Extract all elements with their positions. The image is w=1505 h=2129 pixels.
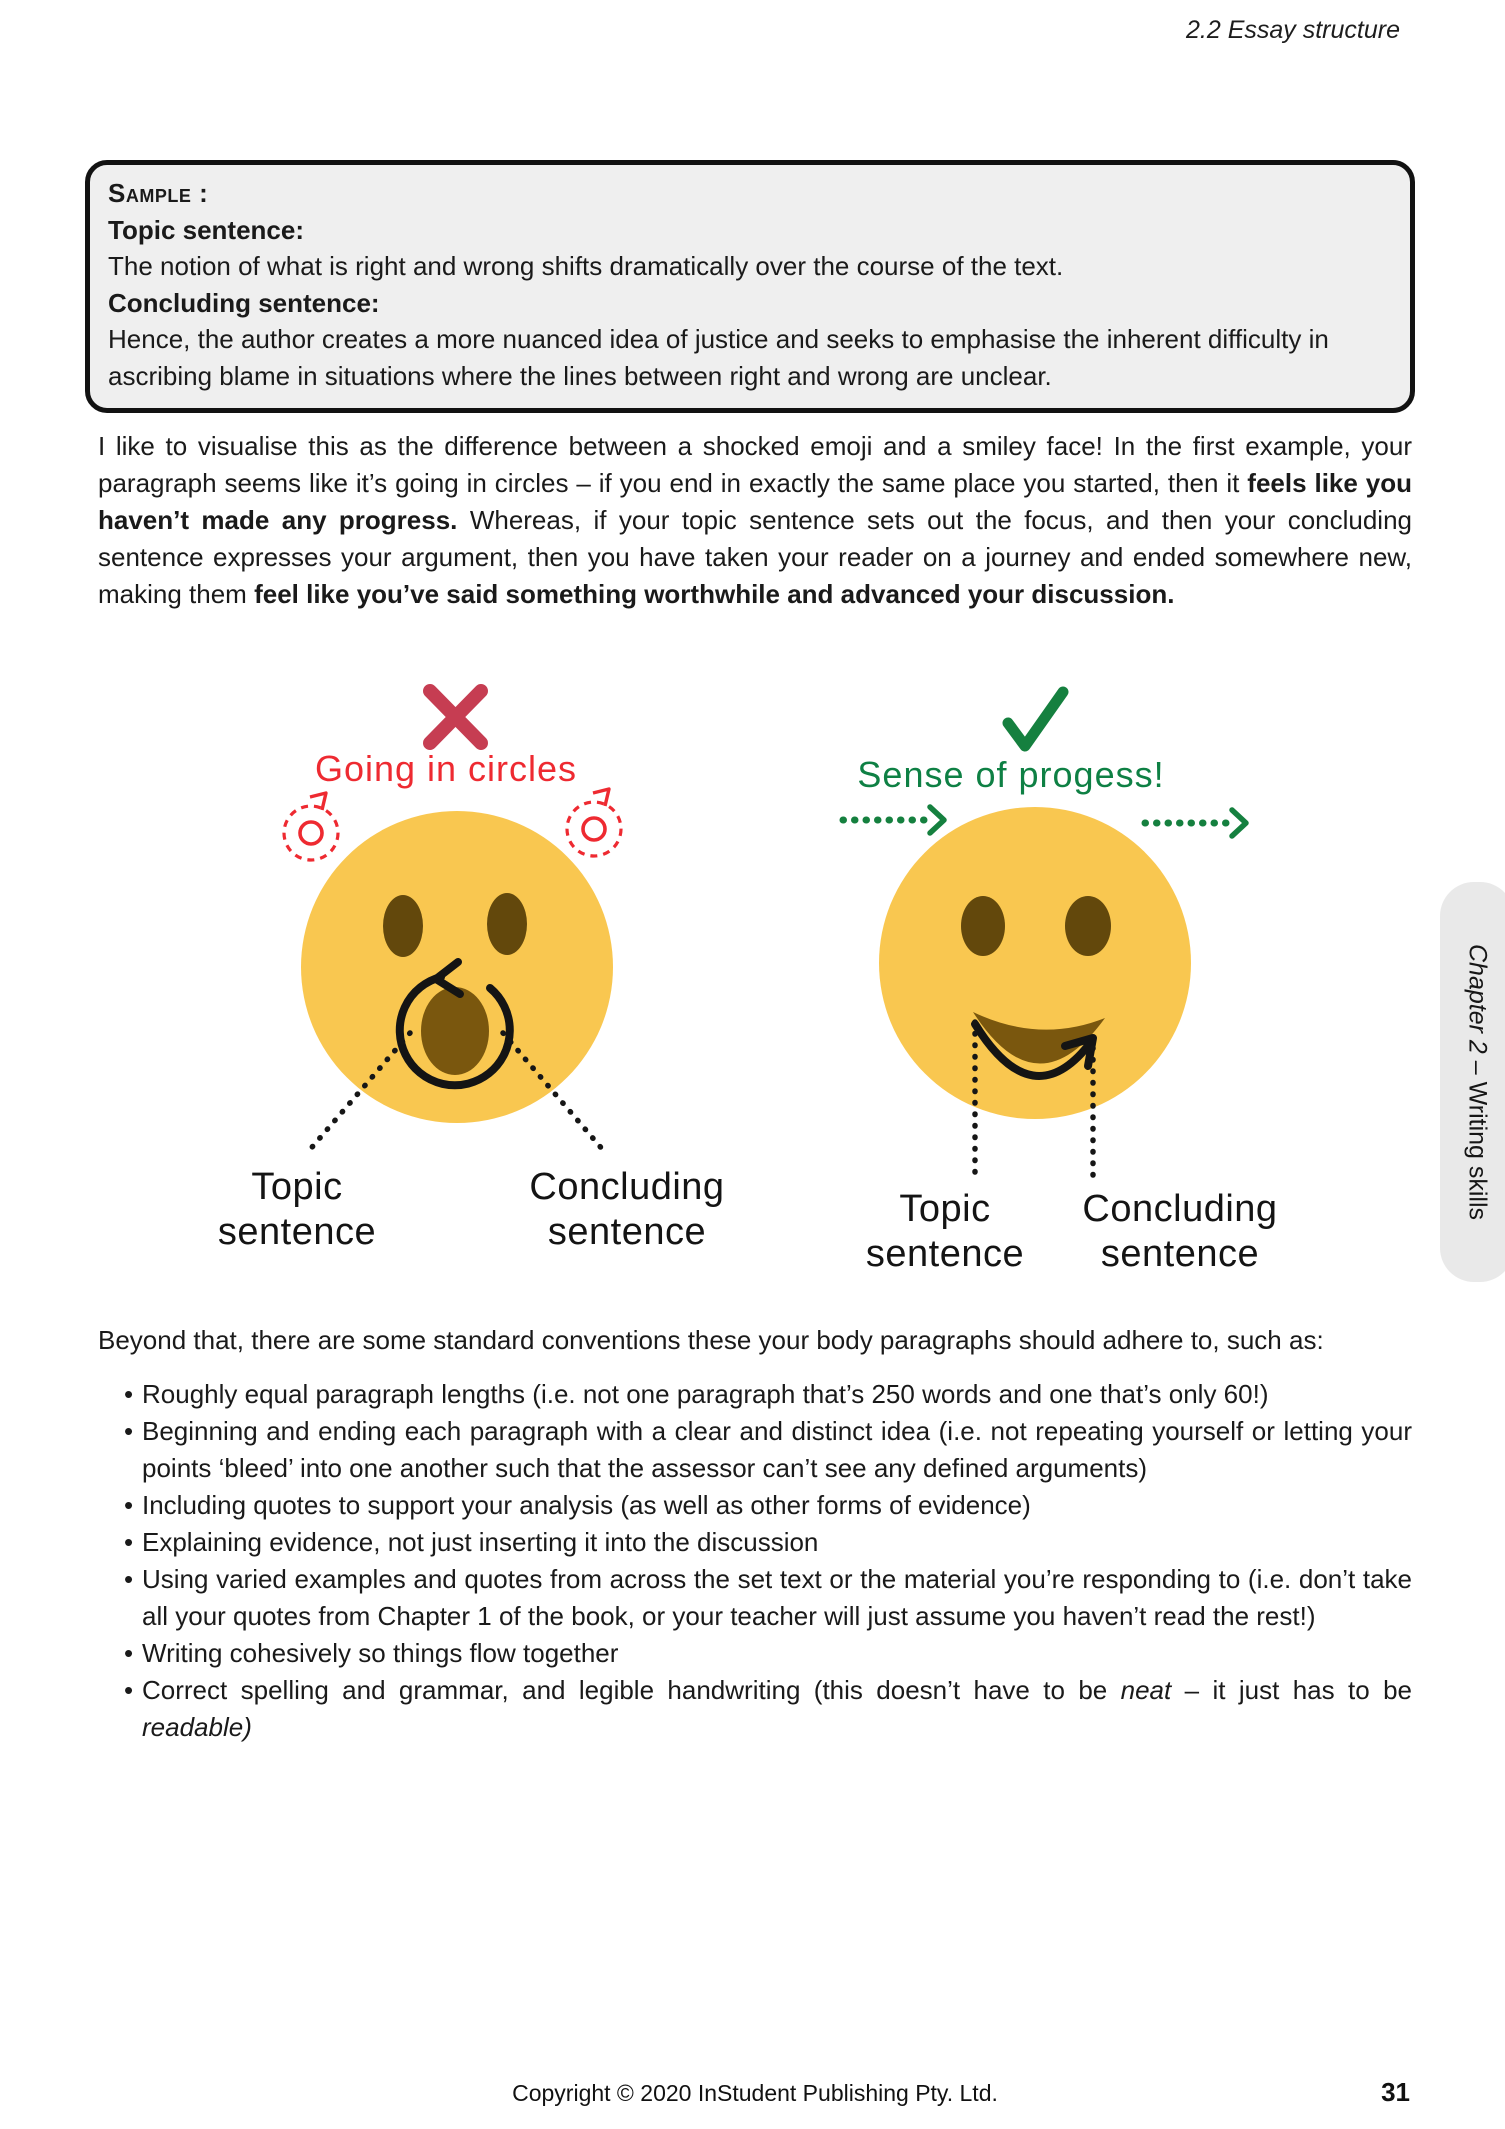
conventions-list [98,1376,1412,1746]
list-item [98,1524,1412,1561]
sample-box-label: Sample : [108,178,209,208]
intro-paragraph [98,428,1412,613]
smiley-emoji-right-eye [1065,896,1111,956]
bullet-text-italic: neat [1120,1675,1172,1705]
list-item [98,1376,1412,1413]
list-item [98,1672,1412,1746]
circling-arrow-doodle-right-icon [567,789,621,856]
shocked-emoji-left-eye [383,895,423,957]
copyright-text: Copyright © 2020 InStudent Publishing Pty. Ltd. [512,2080,998,2106]
progress-arrow-right-icon [1145,810,1246,836]
bullet-icon: • [124,1527,134,1557]
bad-concluding-sentence-label: Concluding sentence [529,1166,725,1253]
topic-sentence-heading: Topic sentence: [108,214,305,245]
bullet-icon: • [124,1490,134,1520]
chapter-tab-text [1463,944,1492,1220]
good-topic-sentence-label: Topic sentence [865,1188,1025,1275]
bullet-text-italic: readable) [142,1712,252,1742]
smiley-emoji-left-eye [961,896,1005,956]
intro-bold-2: feel like you’ve said something worthwhile and advanced your discussion. [254,579,1175,609]
intro-part-1: I like to visualise this as the difference between a shocked emoji and a smiley face! In the first example, your paragraph seems like it’s going in circles – if you end in exactly the same place you started, then it [98,431,1412,498]
bullet-text: Roughly equal paragraph lengths (i.e. not one paragraph that’s 250 words and one that’s only 60!) [142,1379,1269,1409]
bad-topic-sentence-label: Topic sentence [217,1166,377,1253]
bullet-text: Explaining evidence, not just inserting it into the discussion [142,1527,819,1557]
list-item [98,1487,1412,1524]
sample-box [85,160,1415,413]
check-icon [1008,692,1063,746]
bullet-text: Beginning and ending each paragraph with a clear and distinct idea (i.e. not repeating yourself or letting your points ‘bleed’ into one another such that the assessor can’t see any defined arguments) [142,1416,1412,1483]
bullet-text-part: – it just has to be [1171,1675,1412,1705]
emoji-illustration [85,660,1415,1305]
list-item [98,1635,1412,1672]
cross-icon [430,691,481,743]
good-concluding-sentence-label: Concluding sentence [1082,1188,1278,1275]
chapter-tab-section: Writing skills [1463,1081,1492,1221]
conventions-lead: Beyond that, there are some standard conventions these your body paragraphs should adhere to, such as: [98,1325,1324,1355]
page-header: 2.2 Essay structure [1186,16,1400,44]
shocked-emoji-mouth [421,987,489,1075]
intro-bold-1: feels like you haven’t made any progress. [98,468,1412,535]
bullet-text: Using varied examples and quotes from across the set text or the material you’re responding to (i.e. don’t take all your quotes from Chapter 1 of the book, or your teacher will just assume you haven’t read the rest!) [142,1564,1412,1631]
chapter-tab [1440,882,1505,1282]
shocked-emoji-right-eye [487,893,527,955]
concluding-sentence-text: Hence, the author creates a more nuanced idea of justice and seeks to emphasise the inherent difficulty in ascribing blame in situations where the lines between right and wrong are unclear. [108,324,1329,391]
bullet-text: Writing cohesively so things flow together [142,1638,619,1668]
bullet-text [142,1675,1412,1742]
list-item [98,1561,1412,1635]
bullet-text: Including quotes to support your analysis (as well as other forms of evidence) [142,1490,1031,1520]
circling-arrow-doodle-left-icon [284,793,338,860]
bullet-icon: • [124,1638,134,1668]
topic-sentence-text: The notion of what is right and wrong shifts dramatically over the course of the text. [108,251,1064,281]
progress-arrow-left-icon [843,807,944,833]
intro-part-2: Whereas, if your topic sentence sets out the focus, and then your concluding sentence expresses your argument, then you have taken your reader on a journey and ended somewhere new, making them [98,505,1413,609]
list-item [98,1413,1412,1487]
concluding-sentence-heading: Concluding sentence: [108,287,380,318]
bad-example-title: Going in circles [314,748,578,789]
bullet-text-part: Correct spelling and grammar, and legible handwriting (this doesn’t have to be [142,1675,1121,1705]
page-number: 31 [1381,2077,1410,2107]
bullet-icon: • [124,1675,134,1705]
bullet-icon: • [124,1564,134,1594]
bullet-icon: • [124,1379,134,1409]
chapter-tab-chapter: Chapter 2 – [1463,943,1492,1082]
bullet-icon: • [124,1416,134,1446]
good-example-title: Sense of progess! [857,754,1165,795]
